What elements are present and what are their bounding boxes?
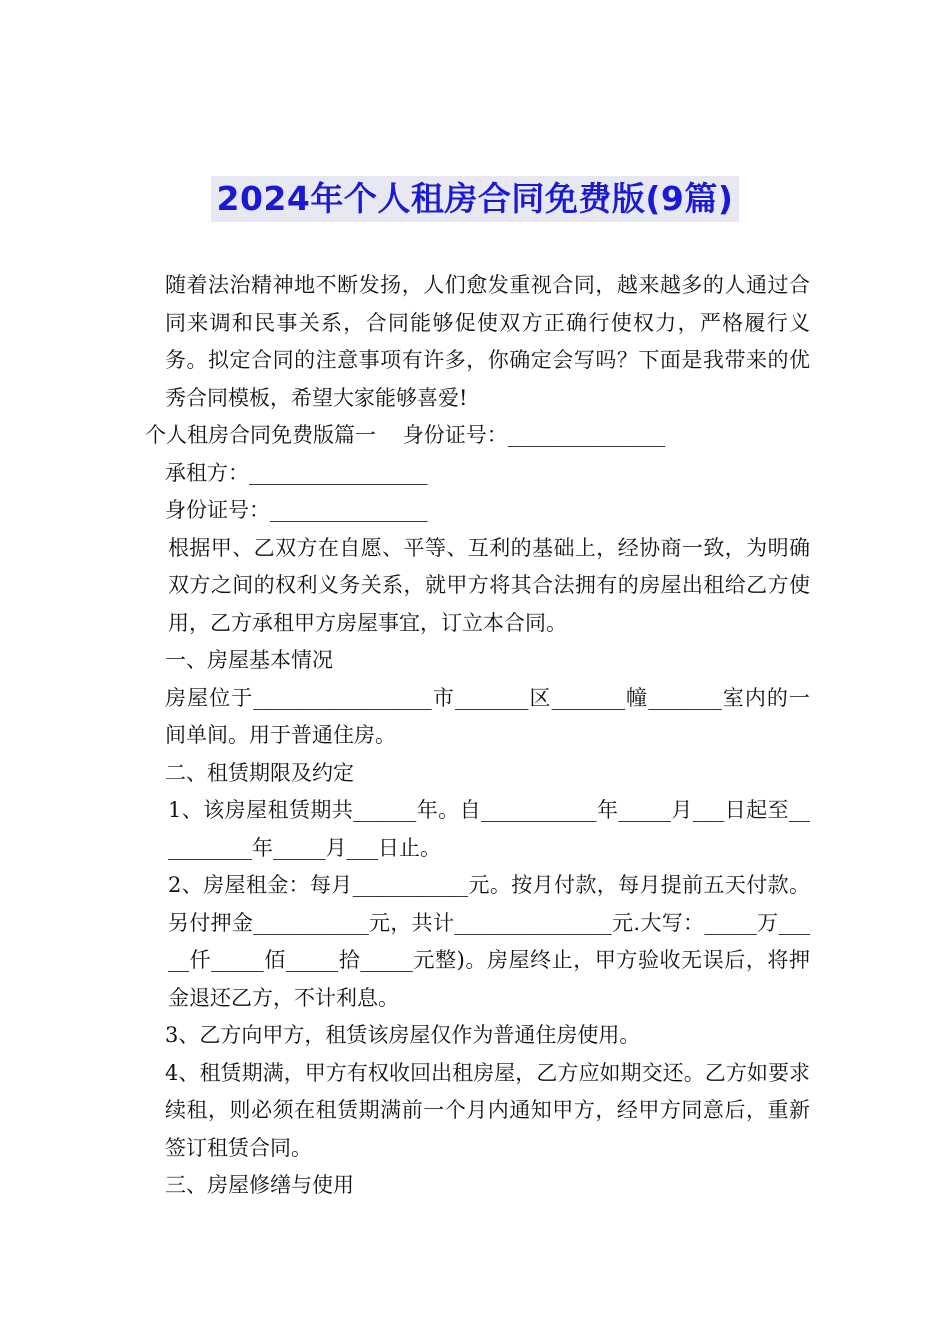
paragraph-intro: 随着法治精神地不断发扬，人们愈发重视合同，越来越多的人通过合同来调和民事关系，合同能够促使双方正确行使权力，严格履行义务。拟定合同的注意事项有许多，你确定会写吗？下面是我带来的优秀合同模板，希望大家能够喜爱! bbox=[165, 273, 810, 410]
title-container bbox=[0, 176, 950, 222]
clause-1: 1、该房屋租赁期共______年。自___________年_____月___日起至__________年_____月___日止。 bbox=[168, 798, 810, 860]
clause-4: 4、租赁期满，甲方有权收回出租房屋，乙方应如期交还。乙方如要求续租，则必须在租赁期满前一个月内通知甲方，经甲方同意后，重新签订租赁合同。 bbox=[165, 1060, 810, 1160]
heading-lease-term: 二、租赁期限及约定 bbox=[165, 760, 354, 785]
paragraph-section-heading-id: 个人租房合同免费版篇一 身份证号：_______________ bbox=[145, 423, 666, 447]
heading-basic-info: 一、房屋基本情况 bbox=[165, 648, 333, 672]
paragraph-lessee-id: 身份证号：_______________ bbox=[165, 498, 428, 522]
paragraph-lessee: 承租方：_________________ bbox=[165, 460, 428, 485]
heading-repair-use: 三、房屋修缮与使用 bbox=[165, 1173, 354, 1197]
clause-2: 2、房屋租金：每月___________元。按月付款，每月提前五天付款。另付押金___________元，共计_______________元.大写：_____万_____仟_____佰_____拾_____元整)。房屋终止，甲方验收无误后，将押金退还乙方，不计利息。 bbox=[168, 873, 810, 1010]
paragraph-location: 房屋位于_________________市_______区_______幢_______室内的一间单间。用于普通住房。 bbox=[165, 685, 810, 747]
clause-3: 3、乙方向甲方，租赁该房屋仅作为普通住房使用。 bbox=[165, 1023, 641, 1047]
document-title: 2024年个人租房合同免费版(9篇) bbox=[211, 176, 740, 222]
paragraph-preamble: 根据甲、乙双方在自愿、平等、互利的基础上，经协商一致，为明确双方之间的权利义务关系，就甲方将其合法拥有的房屋出租给乙方使用，乙方承租甲方房屋事宜，订立本合同。 bbox=[168, 535, 810, 635]
document-body bbox=[145, 267, 810, 1205]
